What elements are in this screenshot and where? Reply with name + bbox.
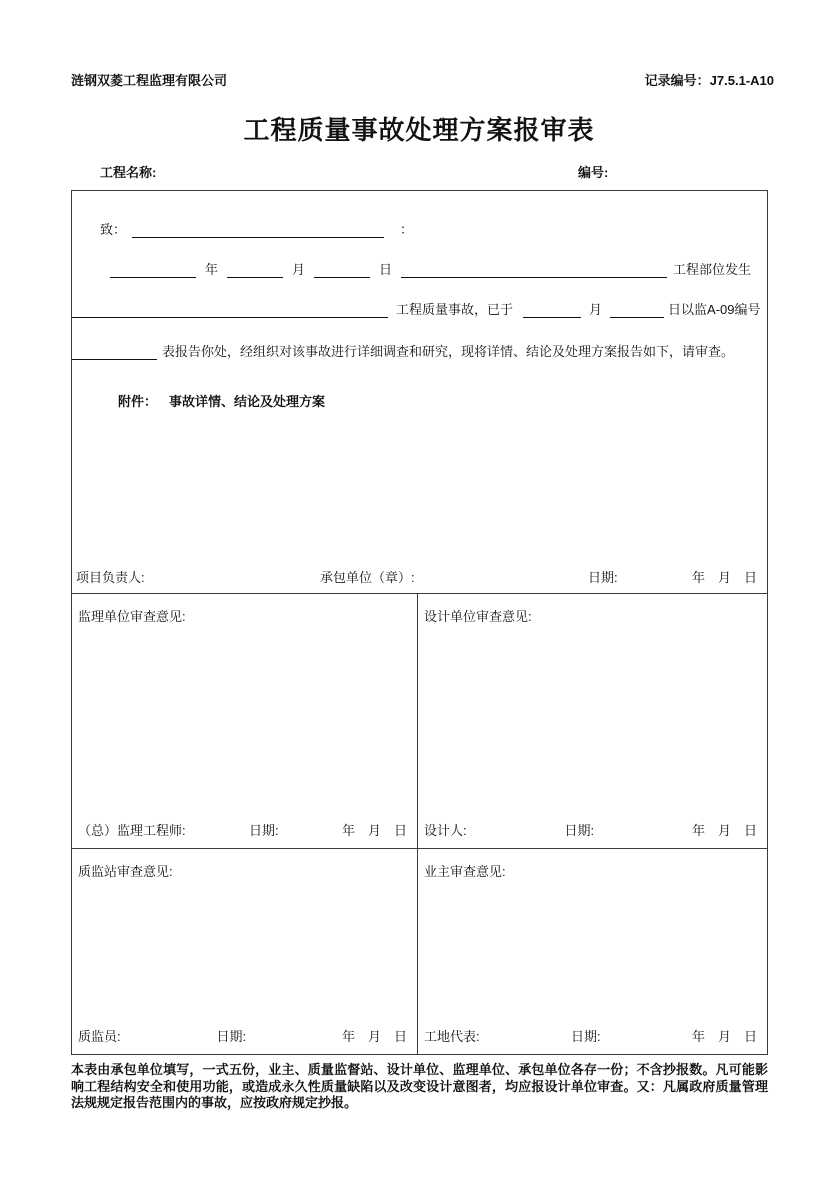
ymd-label: 年 月 日	[691, 570, 757, 585]
recipient-blank[interactable]	[132, 223, 384, 238]
month-label-2: 月	[589, 302, 603, 317]
project-leader-label: 项目负责人:	[76, 570, 145, 585]
month-label: 月	[292, 262, 306, 277]
accident-title-blank[interactable]	[72, 303, 388, 318]
attachment-label: 附件：	[118, 394, 158, 409]
attachment-line	[118, 391, 325, 409]
date-label: 日期:	[588, 570, 618, 585]
meta-row	[0, 162, 838, 180]
occur-month-blank[interactable]	[227, 263, 283, 278]
date-label: 日期:	[564, 823, 595, 838]
record-number: 记录编号：J7.5.1-A10	[644, 73, 774, 88]
owner-review-title: 业主审查意见:	[424, 864, 506, 879]
project-name-label: 工程名称:	[100, 165, 157, 180]
designer-review-cell	[418, 594, 767, 848]
review-section-1	[72, 594, 767, 849]
date-label: 日期:	[570, 1029, 601, 1044]
accident-phrase: 工程质量事故，已于	[396, 302, 514, 317]
site-representative-sign-row	[424, 1026, 757, 1045]
quality-inspector-label: 质监员:	[78, 1029, 121, 1044]
form-table	[71, 190, 768, 1055]
designer-label: 设计人:	[424, 823, 467, 838]
day-label: 日	[379, 262, 393, 277]
occur-day-blank[interactable]	[314, 263, 370, 278]
owner-review-cell	[418, 849, 767, 1054]
occur-date-line	[110, 259, 751, 277]
footer-note: 本表由承包单位填写，一式五份，业主、质量监督站、设计单位、监理单位、承包单位各存一份；不含抄报数。凡可能影响工程结构安全和使用功能，或造成永久性质量缺陷以及改变设计意图者，均应报设计单位审查。又：凡属政府质量管理法规规定报告范围内的事故，应按政府规定抄报。	[71, 1062, 768, 1110]
report-day-blank[interactable]	[610, 303, 664, 318]
page-header	[71, 70, 774, 89]
supervisor-review-cell	[72, 594, 418, 848]
date-label: 日期:	[248, 823, 279, 838]
review-section-2	[72, 849, 767, 1054]
report-form-no-blank[interactable]	[72, 345, 157, 360]
supervisor-review-title: 监理单位审查意见:	[78, 609, 186, 624]
application-section	[72, 191, 767, 594]
quality-station-review-cell	[72, 849, 418, 1054]
ymd-label: 年 月 日	[341, 823, 407, 838]
company-name: 涟钢双菱工程监理有限公司	[71, 73, 228, 88]
ymd-label: 年 月 日	[341, 1029, 407, 1044]
quality-station-review-title: 质监站审查意见:	[78, 864, 173, 879]
accident-line	[72, 299, 761, 317]
designer-review-title: 设计单位审查意见:	[424, 609, 532, 624]
to-label: 致：	[100, 222, 127, 237]
quality-inspector-sign-row	[78, 1026, 407, 1045]
report-month-blank[interactable]	[523, 303, 581, 318]
contractor-sign-row	[76, 567, 761, 584]
to-line	[100, 219, 413, 237]
occur-year-blank[interactable]	[110, 263, 196, 278]
contractor-seal-label: 承包单位（章）:	[320, 570, 415, 585]
supervisor-sign-row	[78, 820, 407, 839]
to-colon: ：	[400, 222, 414, 237]
attachment-text: 事故详情、结论及处理方案	[169, 394, 326, 409]
form-title: 工程质量事故处理方案报审表	[243, 115, 595, 145]
project-part-blank[interactable]	[401, 263, 667, 278]
year-label: 年	[205, 262, 219, 277]
report-sentence: 表报告你处，经组织对该事故进行详细调查和研究，现将详情、结论及处理方案报告如下，请审查。	[162, 344, 735, 359]
chief-engineer-label: （总）监理工程师:	[78, 823, 186, 838]
date-label: 日期:	[216, 1029, 247, 1044]
report-sentence-line	[72, 341, 734, 359]
doc-number-label: 编号:	[578, 165, 609, 180]
location-suffix: 工程部位发生	[673, 262, 752, 277]
ymd-label: 年 月 日	[691, 1029, 757, 1044]
ymd-label: 年 月 日	[691, 823, 757, 838]
designer-sign-row	[424, 820, 757, 839]
report-no-suffix: 日以监A-09编号	[668, 302, 761, 317]
site-representative-label: 工地代表:	[424, 1029, 480, 1044]
